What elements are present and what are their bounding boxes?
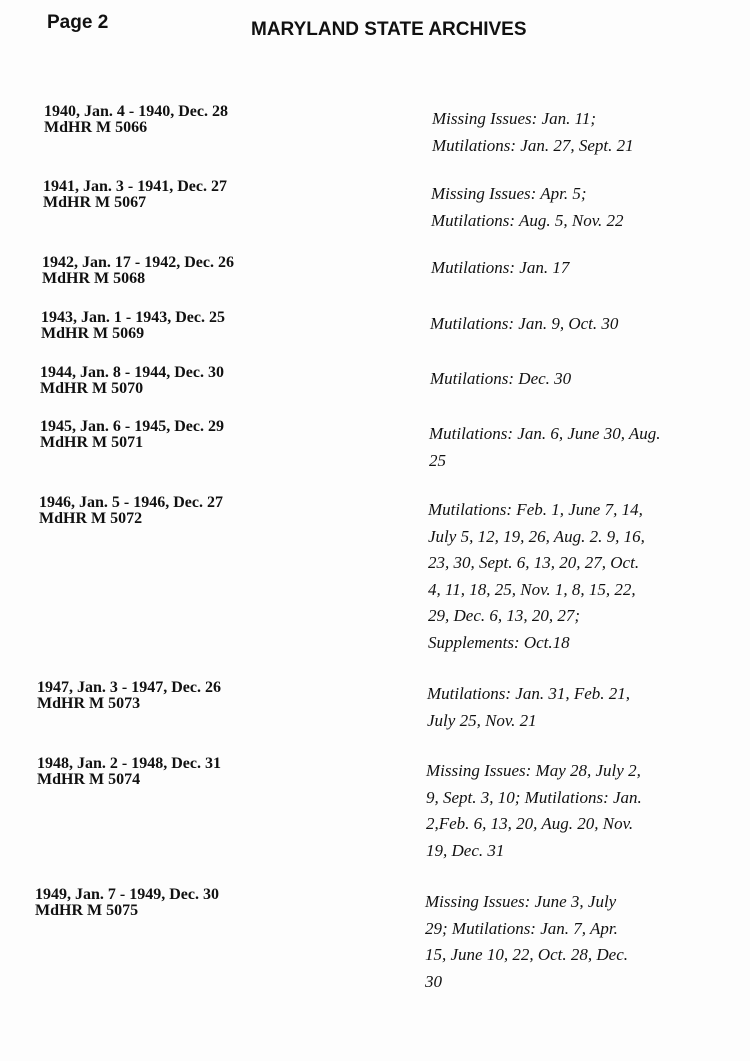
entry-reference: MdHR M 5068 bbox=[42, 270, 146, 287]
entry-reference: MdHR M 5075 bbox=[35, 902, 139, 919]
entry-notes: Missing Issues: Jan. 11; Mutilations: Jan. 27, Sept. 21 bbox=[432, 109, 634, 155]
entry-left-1943 bbox=[41, 310, 225, 342]
entry-left-1945 bbox=[40, 419, 224, 451]
entry-left-1946 bbox=[39, 495, 223, 527]
entry-left-1944 bbox=[40, 365, 224, 397]
entry-left-1947 bbox=[37, 680, 221, 712]
entry-reference: MdHR M 5071 bbox=[40, 434, 144, 451]
entry-left-1948 bbox=[37, 756, 221, 788]
entry-date-range: 1944, Jan. 8 - 1944, Dec. 30 bbox=[40, 364, 224, 381]
entry-date-range: 1943, Jan. 1 - 1943, Dec. 25 bbox=[41, 309, 225, 326]
entry-date-range: 1948, Jan. 2 - 1948, Dec. 31 bbox=[37, 755, 221, 772]
entry-date-range: 1949, Jan. 7 - 1949, Dec. 30 bbox=[35, 886, 219, 903]
entry-reference: MdHR M 5072 bbox=[39, 510, 143, 527]
entry-notes: Mutilations: Feb. 1, June 7, 14, July 5, 12, 19, 26, Aug. 2. 9, 16, 23, 30, Sept. 6, 13, 20, 27, Oct. 4, 11, 18, 25, Nov. 1, 8, 15, 22, 29, Dec. 6, 13, 20, 27; Supplements: Oct.18 bbox=[428, 500, 645, 652]
entry-reference: MdHR M 5069 bbox=[41, 325, 145, 342]
entry-reference: MdHR M 5073 bbox=[37, 695, 141, 712]
archive-title: MARYLAND STATE ARCHIVES bbox=[251, 19, 527, 40]
entry-reference: MdHR M 5066 bbox=[44, 119, 148, 136]
entry-date-range: 1942, Jan. 17 - 1942, Dec. 26 bbox=[42, 254, 234, 271]
entry-notes: Mutilations: Jan. 6, June 30, Aug. 25 bbox=[429, 424, 661, 470]
entry-reference: MdHR M 5070 bbox=[40, 380, 144, 397]
entry-left-1942 bbox=[42, 255, 234, 287]
entry-reference: MdHR M 5074 bbox=[37, 771, 141, 788]
entry-left-1941 bbox=[43, 179, 227, 211]
entry-notes: Mutilations: Jan. 9, Oct. 30 bbox=[430, 314, 619, 333]
entry-left-1949 bbox=[35, 887, 219, 919]
page-label: Page 2 bbox=[47, 12, 109, 33]
entry-date-range: 1945, Jan. 6 - 1945, Dec. 29 bbox=[40, 418, 224, 435]
entry-reference: MdHR M 5067 bbox=[43, 194, 147, 211]
entry-notes: Missing Issues: June 3, July 29; Mutilations: Jan. 7, Apr. 15, June 10, 22, Oct. 28, Dec. 30 bbox=[425, 892, 629, 991]
entry-date-range: 1941, Jan. 3 - 1941, Dec. 27 bbox=[43, 178, 227, 195]
entry-notes: Mutilations: Dec. 30 bbox=[430, 369, 572, 388]
entry-date-range: 1946, Jan. 5 - 1946, Dec. 27 bbox=[39, 494, 223, 511]
entry-date-range: 1940, Jan. 4 - 1940, Dec. 28 bbox=[44, 103, 228, 120]
entry-notes: Mutilations: Jan. 17 bbox=[431, 258, 570, 277]
entry-notes: Missing Issues: Apr. 5; Mutilations: Aug. 5, Nov. 22 bbox=[431, 184, 624, 230]
entry-notes: Missing Issues: May 28, July 2, 9, Sept. 3, 10; Mutilations: Jan. 2,Feb. 6, 13, 20, Aug. 20, Nov. 19, Dec. 31 bbox=[426, 761, 642, 860]
entry-date-range: 1947, Jan. 3 - 1947, Dec. 26 bbox=[37, 679, 221, 696]
entry-left-1940 bbox=[44, 104, 228, 136]
entry-notes: Mutilations: Jan. 31, Feb. 21, July 25, Nov. 21 bbox=[427, 684, 631, 730]
